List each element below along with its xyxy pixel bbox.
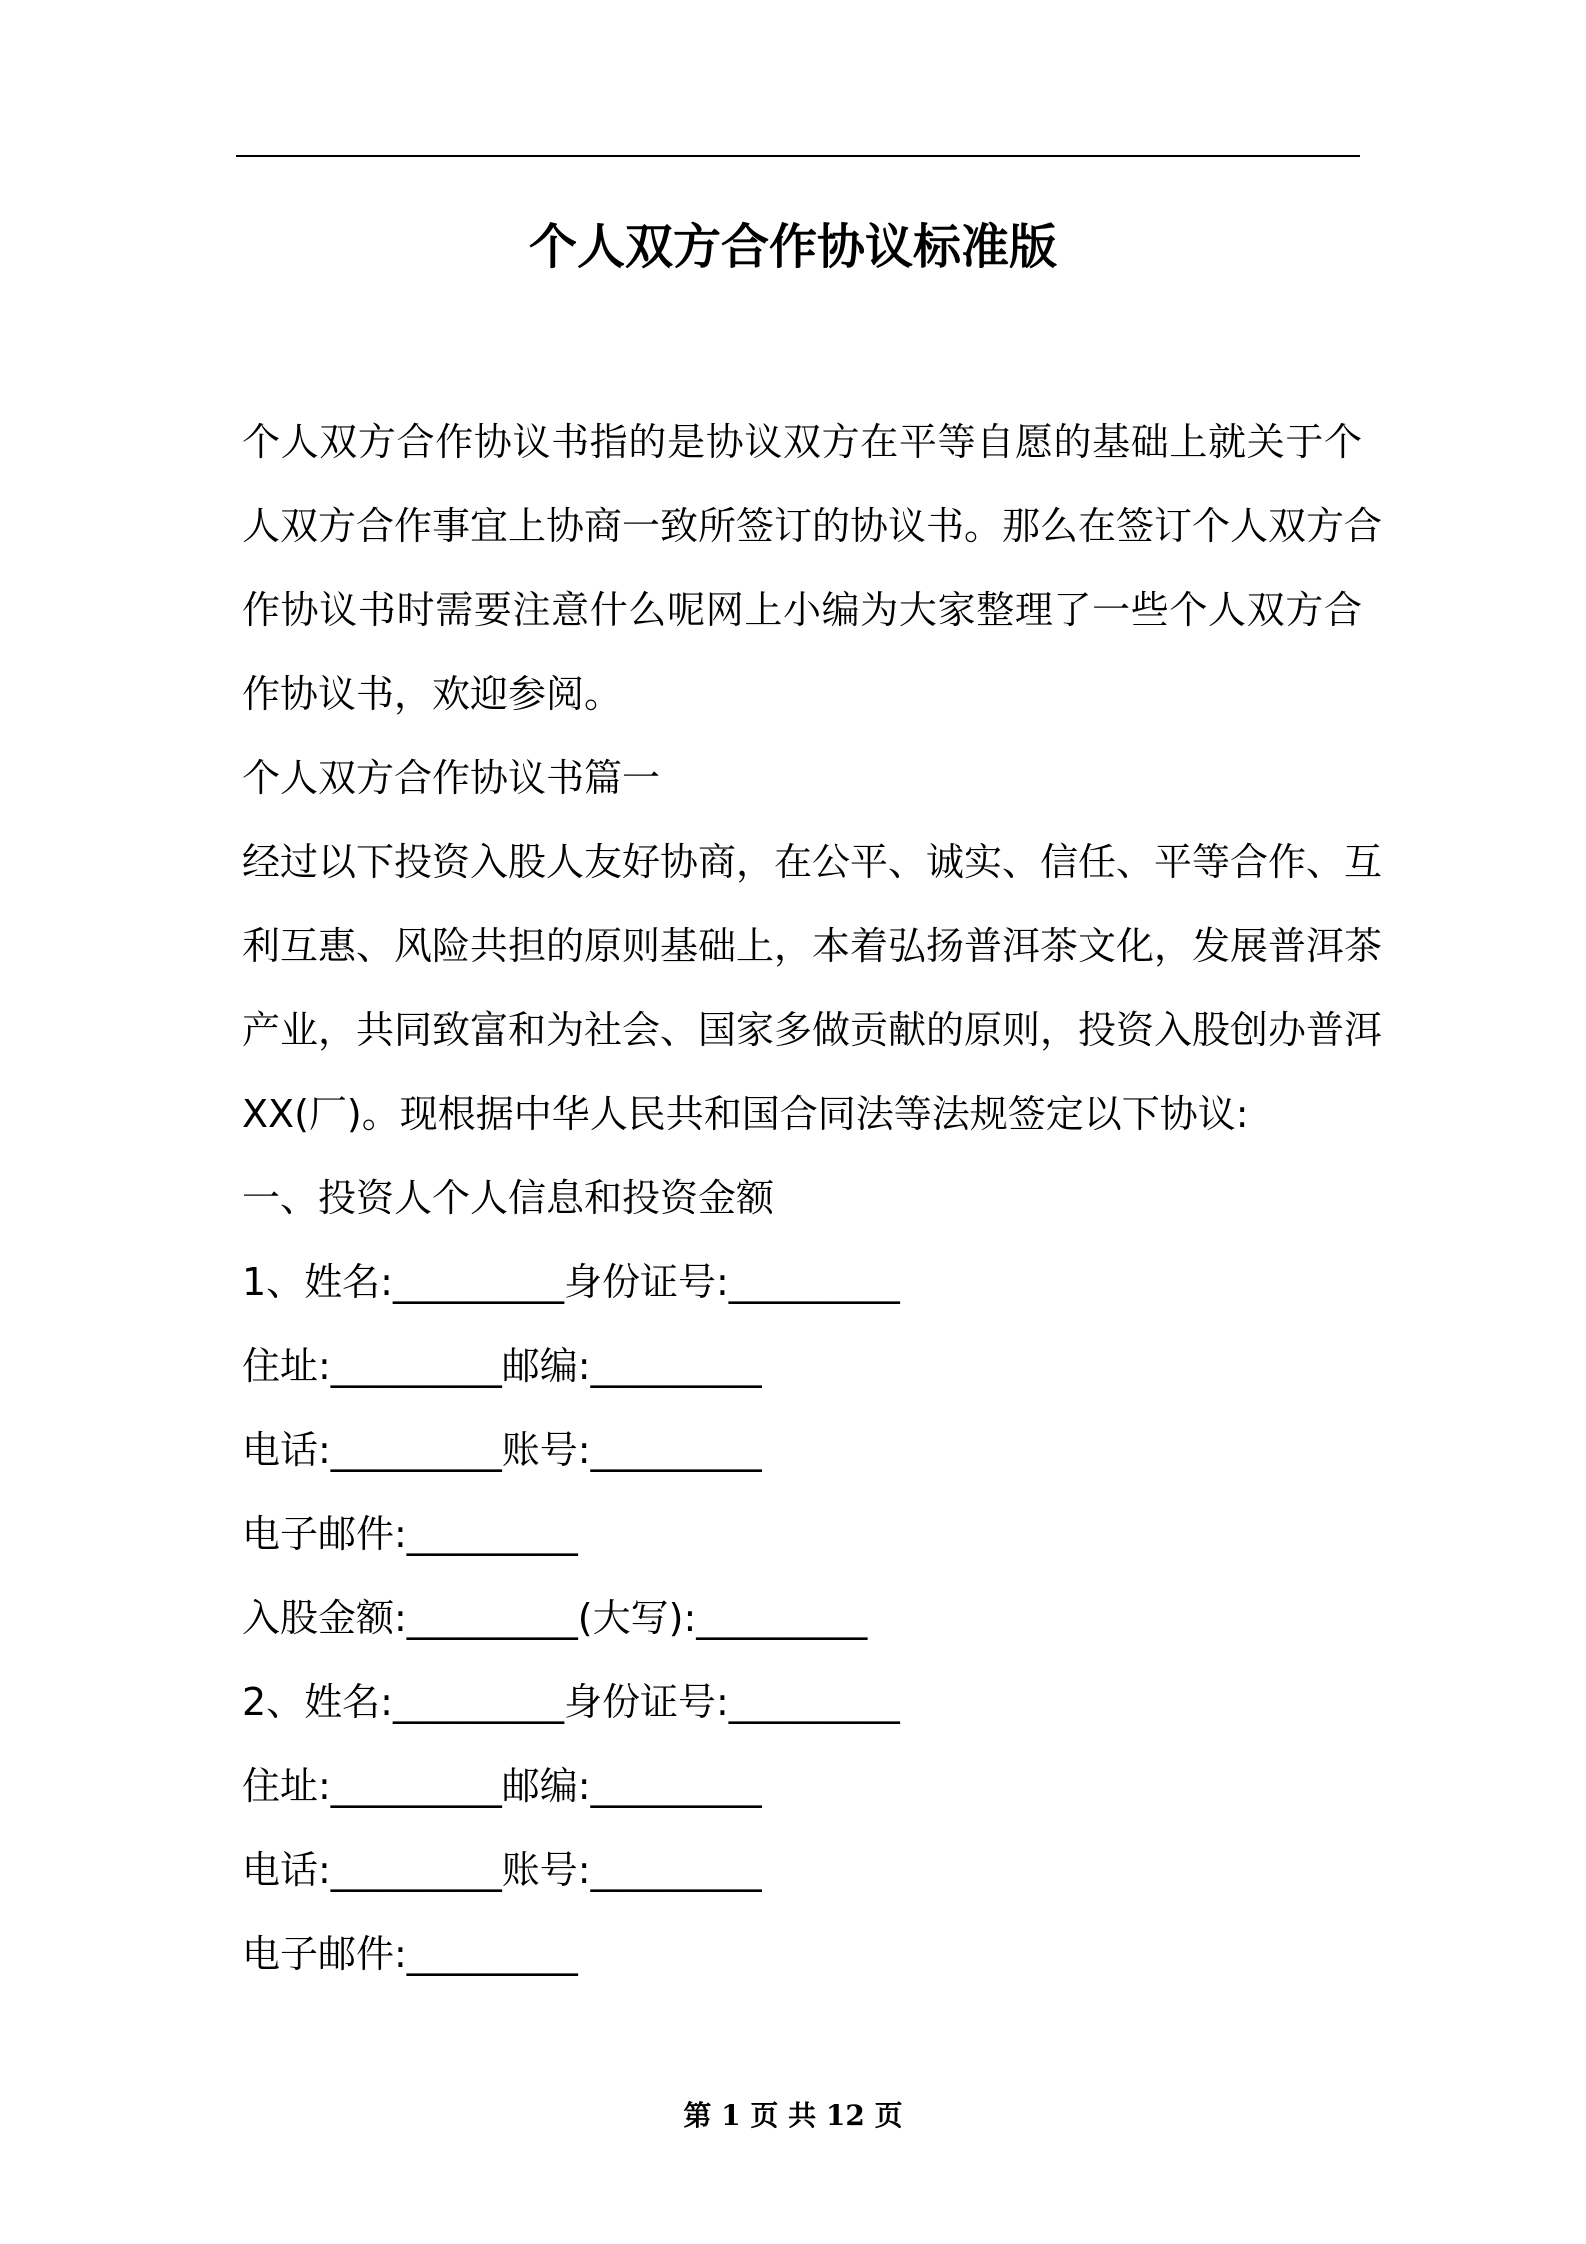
page-number: 第 1 页 共 12 页 — [683, 2099, 903, 2132]
intro-line-4: 作协议书，欢迎参阅。 — [242, 672, 623, 716]
preamble-line-4: XX(厂)。现根据中华人民共和国合同法等法规签定以下协议: — [242, 1092, 1249, 1136]
document-body — [242, 400, 1383, 1996]
preamble-line-3 — [242, 988, 1383, 1072]
investor-1-amount: 入股金额:_________(大写):_________ — [242, 1596, 868, 1640]
preamble-line-1 — [242, 820, 1383, 904]
preamble-line-3-text: 产业，共同致富和为社会、国家多做贡献的原则，投资入股创办普洱 — [242, 1008, 1383, 1052]
investor-1-name-id: 1、姓名:_________身份证号:_________ — [242, 1260, 900, 1304]
intro-line-3-text: 作协议书时需要注意什么呢网上小编为大家整理了一些个人双方合 — [242, 588, 1362, 632]
investor-1-phone-account: 电话:_________账号:_________ — [242, 1428, 762, 1472]
intro-line-2-text: 人双方合作事宜上协商一致所签订的协议书。那么在签订个人双方合 — [242, 504, 1383, 548]
intro-line-1 — [242, 400, 1362, 484]
investor-2-address-zip: 住址:_________邮编:_________ — [242, 1764, 762, 1808]
investor-2-phone-account: 电话:_________账号:_________ — [242, 1848, 762, 1892]
document-title: 个人双方合作协议标准版 — [528, 219, 1057, 275]
preamble-line-2 — [242, 904, 1383, 988]
preamble-line-1-text: 经过以下投资入股人友好协商，在公平、诚实、信任、平等合作、互 — [242, 840, 1383, 884]
section-heading: 个人双方合作协议书篇一 — [242, 756, 661, 800]
investor-2-email: 电子邮件:_________ — [242, 1932, 578, 1976]
intro-line-2 — [242, 484, 1383, 568]
investor-1-address-zip: 住址:_________邮编:_________ — [242, 1344, 762, 1388]
intro-line-3 — [242, 568, 1362, 652]
clause-heading: 一、投资人个人信息和投资金额 — [242, 1176, 775, 1220]
header-rule — [236, 155, 1360, 157]
investor-2-name-id: 2、姓名:_________身份证号:_________ — [242, 1680, 900, 1724]
investor-1-email: 电子邮件:_________ — [242, 1512, 578, 1556]
preamble-line-2-text: 利互惠、风险共担的原则基础上，本着弘扬普洱茶文化，发展普洱茶 — [242, 924, 1383, 968]
intro-line-1-text: 个人双方合作协议书指的是协议双方在平等自愿的基础上就关于个 — [242, 420, 1362, 464]
